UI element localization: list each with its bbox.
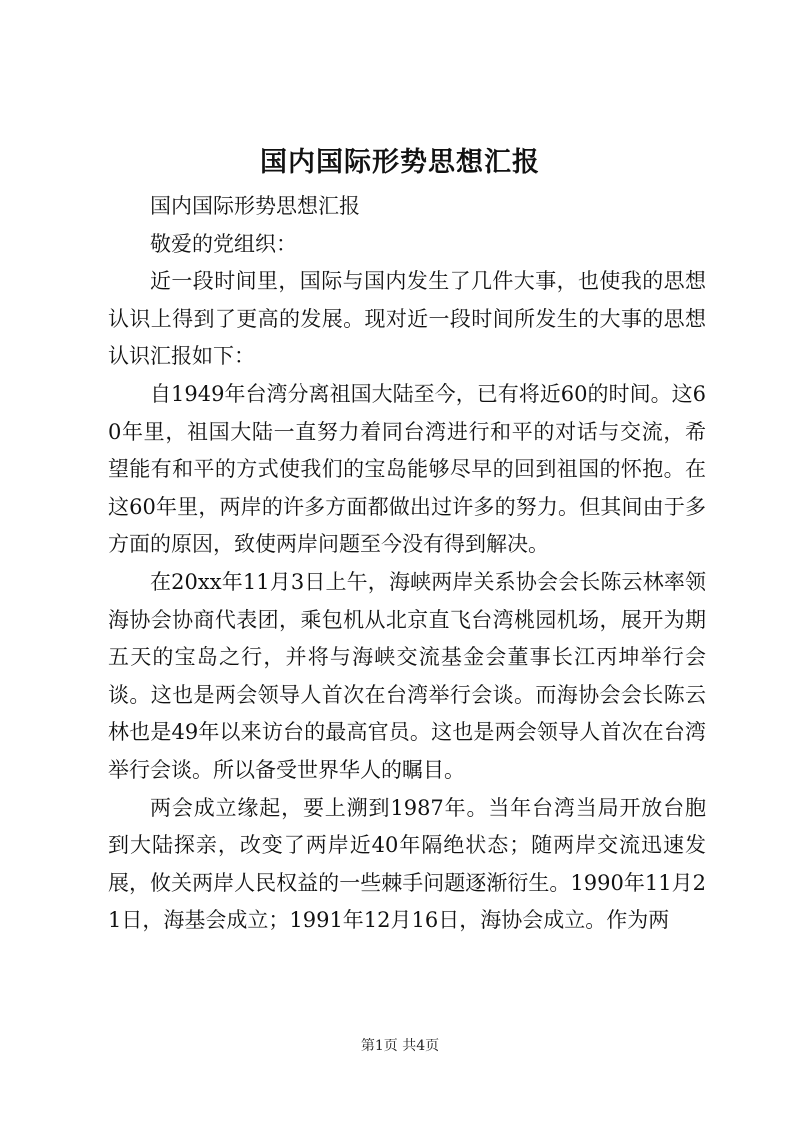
body-paragraph: 在20xx年11月3日上午，海峡两岸关系协会会长陈云林率领海协会协商代表团，乘包机从北京直飞台湾桃园机场，展开为期五天的宝岛之行，并将与海峡交流基金会董事长江丙坤举行会谈。这也是两会领导人首次在台湾举行会谈。而海协会会长陈云林也是49年以来访台的最高官员。这也是两会领导人首次在台湾举行会谈。所以备受世界华人的瞩目。 bbox=[108, 569, 706, 782]
document-title: 国内国际形势思想汇报 bbox=[260, 147, 540, 178]
salutation-paragraph: 敬爱的党组织： bbox=[150, 231, 297, 256]
page-footer: 第1页 共4页 bbox=[360, 1038, 440, 1054]
body-paragraph: 两会成立缘起，要上溯到1987年。当年台湾当局开放台胞到大陆探亲，改变了两岸近40年隔绝状态；随两岸交流迅速发展，攸关两岸人民权益的一些棘手问题逐渐衍生。1990年11月21日，海基会成立；1991年12月16日，海协会成立。作为两 bbox=[108, 795, 706, 933]
body-paragraph: 近一段时间里，国际与国内发生了几件大事，也使我的思想认识上得到了更高的发展。现对近一段时间所发生的大事的思想认识汇报如下： bbox=[108, 269, 706, 369]
body-paragraph: 自1949年台湾分离祖国大陆至今，已有将近60的时间。这60年里，祖国大陆一直努力着同台湾进行和平的对话与交流，希望能有和平的方式使我们的宝岛能够尽早的回到祖国的怀抱。在这60年里，两岸的许多方面都做出过许多的努力。但其间由于多方面的原因，致使两岸问题至今没有得到解决。 bbox=[108, 381, 706, 557]
document-body bbox=[108, 188, 706, 940]
subtitle-paragraph: 国内国际形势思想汇报 bbox=[150, 194, 360, 218]
